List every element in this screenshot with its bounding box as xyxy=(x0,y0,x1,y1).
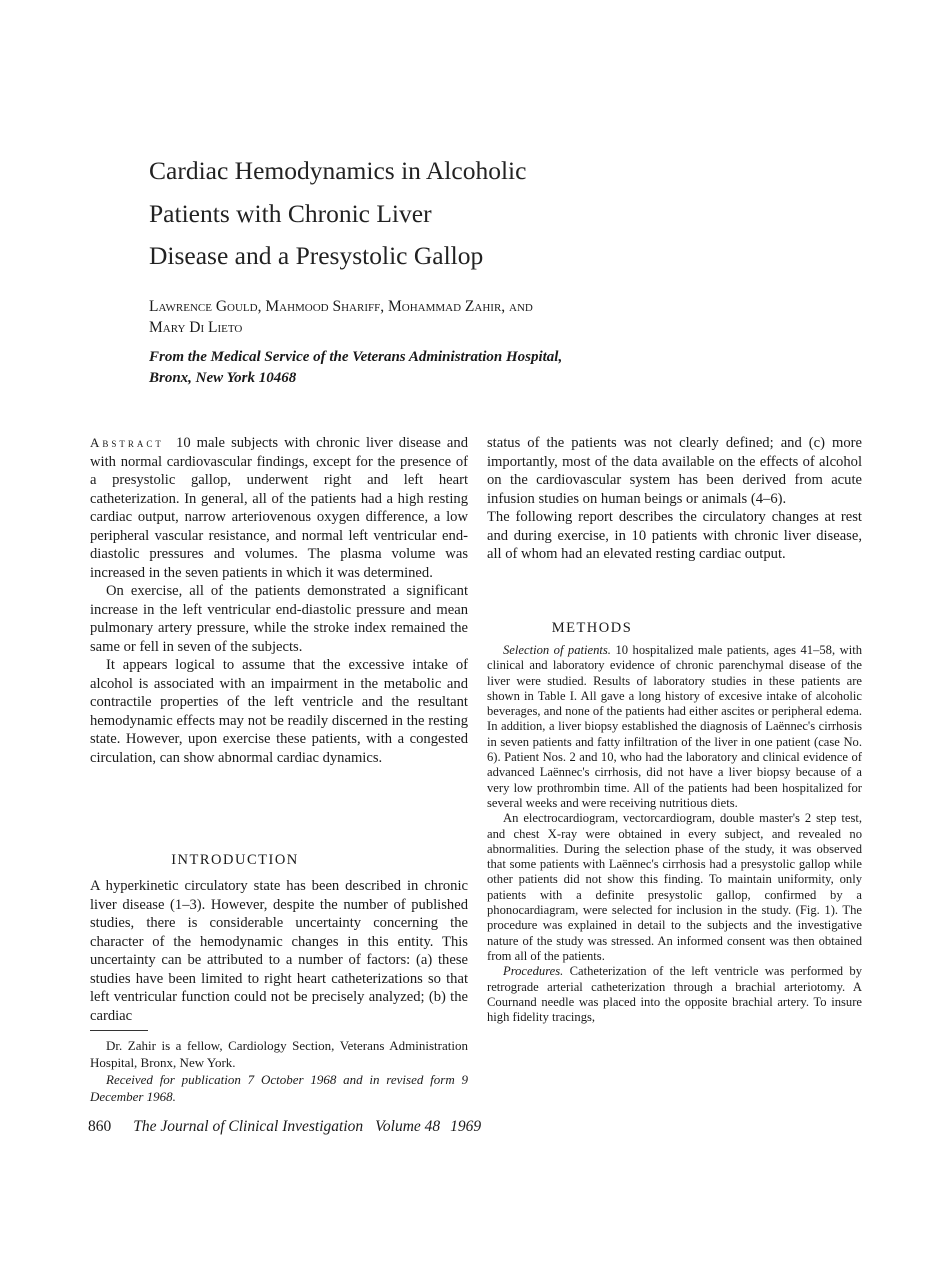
footnotes xyxy=(90,1037,468,1105)
procedures-text: Catheterization of the left ventricle was performed by retrograde arterial catheterization through a brachial arteriotomy. A Cournand needle was placed into the opposite brachial artery. To insure high fidelity tracings, xyxy=(487,964,862,1025)
abstract-label: Abstract xyxy=(90,435,164,450)
authors-line-1: Lawrence Gould, Mahmood Shariff, Mohammad Zahir, and xyxy=(149,298,533,315)
affiliation-line-2: Bronx, New York 10468 xyxy=(149,370,297,386)
article-title xyxy=(149,150,709,278)
affiliation xyxy=(149,347,709,389)
abstract-paragraph-1 xyxy=(90,434,468,582)
affiliation-line-1: From the Medical Service of the Veterans Administration Hospital, xyxy=(149,349,563,365)
author-list xyxy=(149,296,709,338)
selection-text: 10 hospitalized male patients, ages 41–58, with clinical and laboratory evidence of chronic parenchymal disease of the liver were studied. Results of laboratory studies in these patients are shown in Table I. All gave a long history of excesive intake of alcoholic beverages, and none of the patients had either ascites or peripheral edema. In addition, a liver biopsy established the diagnosis of Laënnec's cirrhosis in seven patients and fatty infiltration of the liver in one patient (case No. 6). Patient Nos. 2 and 10, who had the laboratory and clinical evidence of advanced Laënnec's cirrhosis, did not have a liver biopsy because of a very low prothrombin time. All of the patients had been hospitalized for several weeks and were receiving nutritious diets. xyxy=(487,643,863,810)
right-column-top xyxy=(487,434,862,564)
methods-procedures-paragraph xyxy=(487,964,862,1025)
title-line-2: Patients with Chronic Liver xyxy=(149,198,432,228)
abstract-text-1: 10 male subjects with chronic liver disease and with normal cardiovascular findings, except for the presence of a presystolic gallop, underwent right and left heart catheterization. In general, all of the patients had a high resting cardiac output, narrow arteriovenous oxygen difference, a low peripheral vascular resistance, and normal left ventricular end-diastolic pressures and volumes. The plasma volume was increased in the seven patients in which it was determined. xyxy=(90,435,468,581)
title-line-3: Disease and a Presystolic Gallop xyxy=(149,241,484,270)
footnote-rule xyxy=(90,1030,148,1031)
journal-volume: Volume 48 xyxy=(375,1118,441,1135)
introduction-paragraph-1: A hyperkinetic circulatory state has been described in chronic liver disease (1–3). However, despite the number of published studies, there is considerable uncertainty concerning the character of the hemodynamic changes in this entity. This uncertainty can be attributed to a number of factors: (a) these studies have been limited to right heart catheterizations so that left ventricular function could not be precisely analyzed; (b) the cardiac xyxy=(90,878,468,1024)
abstract-paragraph-3: It appears logical to assume that the excessive intake of alcohol is associated with an impairment in the metabolic and contractile properties of the left ventricle and the resultant hemodynamic effects may not be readily discerned in the resting state. However, upon exercise these patients, with a congested circulation, can show abnormal cardiac dynamics. xyxy=(90,657,468,766)
intro-report-paragraph: The following report describes the circulatory changes at rest and during exercise, in 10 patients with chronic liver disease, all of whom had an elevated resting cardiac output. xyxy=(487,509,862,562)
journal-name: The Journal of Clinical Investigation xyxy=(133,1118,364,1135)
footnote-1: Dr. Zahir is a fellow, Cardiology Section, Veterans Administration Hospital, Bronx, New York. xyxy=(90,1038,468,1070)
page-number: 860 xyxy=(88,1118,112,1135)
footnote-2: Received for publication 7 October 1968 and in revised form 9 December 1968. xyxy=(90,1072,468,1104)
authors-line-2: Mary Di Lieto xyxy=(149,319,243,336)
procedures-label: Procedures. xyxy=(503,964,564,979)
page-footer xyxy=(88,1118,608,1136)
methods-heading: METHODS xyxy=(551,620,633,636)
title-line-1: Cardiac Hemodynamics in Alcoholic xyxy=(149,156,527,185)
methods-selection-paragraph xyxy=(487,643,862,811)
journal-year: 1969 xyxy=(450,1118,482,1135)
methods-body xyxy=(487,643,862,1025)
introduction-body xyxy=(90,877,468,1025)
selection-label: Selection of patients. xyxy=(503,643,611,657)
abstract-paragraph-2: On exercise, all of the patients demonstrated a significant increase in the left ventricular end-diastolic pressure and mean pulmonary artery pressure, while the stroke index remained the same or fell in seven of the subjects. xyxy=(90,583,468,655)
intro-continued-paragraph: status of the patients was not clearly defined; and (c) more importantly, most of the data available on the effects of alcohol on the cardiovascular system has been derived from acute infusion studies on human beings or animals (4–6). xyxy=(487,435,862,507)
methods-tests-paragraph: An electrocardiogram, vectorcardiogram, double master's 2 step test, and chest X-ray were obtained in every subject, and revealed no abnormalities. During the selection phase of the study, it was observed that some patients with Laënnec's cirrhosis had a presystolic gallop while other patients did not show this finding. To maintain uniformity, only patients with a definite presystolic gallop, confirmed by a phonocardiagram, were selected for inclusion in the study. (Fig. 1). The procedure was explained in detail to the subjects and the investigative nature of the study was stressed. An informed consent was then obtained from all of the patients. xyxy=(487,811,862,963)
introduction-heading: INTRODUCTION xyxy=(171,852,299,868)
left-column xyxy=(90,434,468,767)
